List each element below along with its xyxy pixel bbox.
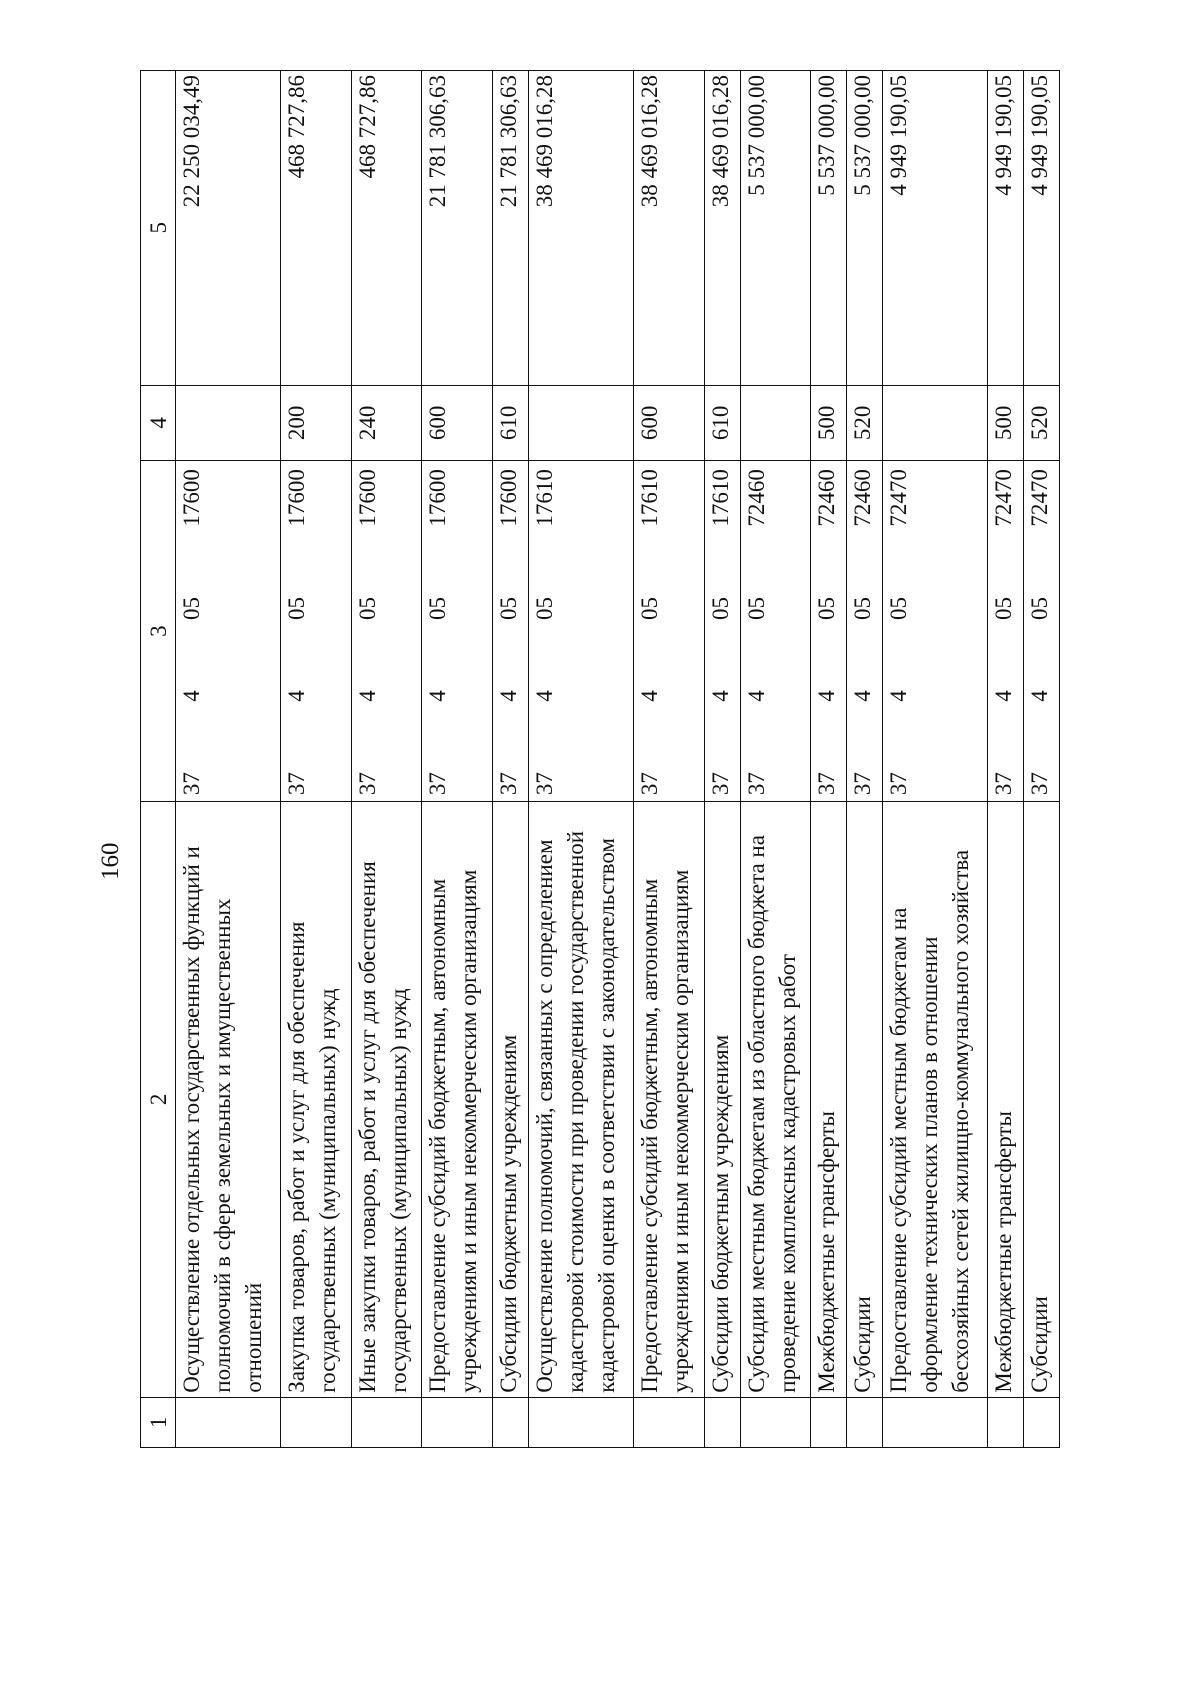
row-col1	[882, 1397, 987, 1447]
row-description: Предоставление субсидий бюджетным, автономным учреждениям и иным некоммерческим организациям	[634, 802, 705, 1398]
row-amount: 38 469 016,28	[634, 71, 705, 386]
row-expense-type: 610	[493, 385, 529, 460]
row-target-code	[740, 461, 811, 802]
table-row	[634, 71, 705, 1448]
header-col-3: 3	[141, 461, 176, 802]
row-amount: 4 949 190,05	[882, 71, 987, 386]
row-col1	[847, 1397, 883, 1447]
code-part-1: 37	[814, 772, 840, 796]
code-part-2: 4	[425, 690, 451, 702]
table-row	[351, 71, 422, 1448]
code-part-2: 4	[1027, 690, 1053, 702]
code-part-1: 37	[637, 772, 663, 796]
code-part-2: 4	[531, 690, 557, 702]
code-part-1: 37	[885, 772, 911, 796]
row-expense-type: 240	[351, 385, 422, 460]
code-part-1: 37	[1027, 772, 1053, 796]
code-part-3: 05	[179, 596, 204, 620]
row-amount: 468 727,86	[351, 71, 422, 386]
code-part-4: 17600	[179, 469, 204, 527]
code-part-4: 17610	[707, 469, 733, 527]
code-part-4: 72460	[743, 469, 769, 527]
code-part-2: 4	[885, 690, 911, 702]
row-amount: 5 537 000,00	[811, 71, 847, 386]
code-part-4: 72470	[1027, 469, 1053, 527]
code-part-3: 05	[531, 596, 557, 620]
code-part-2: 4	[354, 690, 380, 702]
code-group	[634, 465, 665, 797]
code-group	[1024, 465, 1055, 797]
row-expense-type: 600	[422, 385, 493, 460]
code-part-4: 17610	[531, 469, 557, 527]
table-row	[811, 71, 847, 1448]
code-part-4: 17600	[425, 469, 451, 527]
row-description: Предоставление субсидий бюджетным, автономным учреждениям и иным некоммерческим организациям	[422, 802, 493, 1398]
row-expense-type	[528, 385, 633, 460]
code-part-4: 72460	[850, 469, 876, 527]
row-description: Субсидии бюджетным учреждениям	[493, 802, 529, 1398]
header-col-1: 1	[141, 1397, 176, 1447]
table-row	[281, 71, 352, 1448]
row-amount: 4 949 190,05	[988, 71, 1024, 386]
code-group	[422, 465, 453, 797]
code-part-2: 4	[496, 690, 522, 702]
row-amount: 22 250 034,49	[176, 71, 281, 386]
table-row	[704, 71, 740, 1448]
row-col1	[1024, 1397, 1060, 1447]
row-amount: 38 469 016,28	[704, 71, 740, 386]
code-part-3: 05	[425, 596, 451, 620]
code-group	[847, 465, 878, 797]
table-row	[493, 71, 529, 1448]
code-group	[988, 465, 1019, 797]
row-expense-type: 610	[704, 385, 740, 460]
table-row	[847, 71, 883, 1448]
row-amount: 38 469 016,28	[528, 71, 633, 386]
row-col1	[281, 1397, 352, 1447]
row-amount: 5 537 000,00	[740, 71, 811, 386]
header-col-5: 5	[141, 71, 176, 386]
code-part-4: 17610	[637, 469, 663, 527]
code-part-3: 05	[991, 596, 1017, 620]
code-part-1: 37	[284, 772, 310, 796]
code-group	[529, 465, 560, 797]
row-amount: 4 949 190,05	[1024, 71, 1060, 386]
row-target-code	[1024, 461, 1060, 802]
row-col1	[704, 1397, 740, 1447]
code-part-1: 37	[179, 772, 204, 796]
code-part-1: 37	[743, 772, 769, 796]
page-number: 160	[97, 842, 124, 880]
row-col1	[493, 1397, 529, 1447]
row-amount: 21 781 306,63	[493, 71, 529, 386]
code-part-3: 05	[284, 596, 310, 620]
row-target-code	[281, 461, 352, 802]
row-target-code	[988, 461, 1024, 802]
row-description: Субсидии	[847, 802, 883, 1398]
row-target-code	[493, 461, 529, 802]
header-row	[141, 71, 176, 1448]
code-part-3: 05	[354, 596, 380, 620]
rotated-table-wrapper	[140, 70, 1060, 1448]
row-col1	[740, 1397, 811, 1447]
code-part-1: 37	[496, 772, 522, 796]
row-amount: 5 537 000,00	[847, 71, 883, 386]
code-group	[493, 465, 524, 797]
code-part-2: 4	[743, 690, 769, 702]
table-row	[988, 71, 1024, 1448]
code-group	[176, 465, 207, 797]
code-part-1: 37	[991, 772, 1017, 796]
row-col1	[351, 1397, 422, 1447]
row-col1	[176, 1397, 281, 1447]
row-amount: 468 727,86	[281, 71, 352, 386]
row-expense-type: 500	[811, 385, 847, 460]
row-description: Межбюджетные трансферты	[988, 802, 1024, 1398]
code-part-4: 72470	[991, 469, 1017, 527]
row-amount: 21 781 306,63	[422, 71, 493, 386]
code-part-2: 4	[179, 690, 204, 702]
code-group	[883, 465, 914, 797]
row-expense-type	[882, 385, 987, 460]
code-group	[741, 465, 772, 797]
code-group	[352, 465, 383, 797]
row-description: Осуществление полномочий, связанных с определением кадастровой стоимости при проведении государственной кадастровой оценки в соответствии с законодательством	[528, 802, 633, 1398]
code-part-2: 4	[814, 690, 840, 702]
budget-table	[140, 70, 1060, 1448]
code-part-2: 4	[850, 690, 876, 702]
table-row	[422, 71, 493, 1448]
code-part-2: 4	[991, 690, 1017, 702]
header-col-2: 2	[141, 802, 176, 1398]
row-description: Субсидии местным бюджетам из областного бюджета на проведение комплексных кадастровых работ	[740, 802, 811, 1398]
code-part-1: 37	[850, 772, 876, 796]
row-target-code	[351, 461, 422, 802]
row-description: Закупка товаров, работ и услуг для обеспечения государственных (муниципальных) нужд	[281, 802, 352, 1398]
code-part-4: 17600	[354, 469, 380, 527]
row-target-code	[422, 461, 493, 802]
code-part-3: 05	[496, 596, 522, 620]
code-part-3: 05	[707, 596, 733, 620]
code-part-4: 72470	[885, 469, 911, 527]
code-part-1: 37	[354, 772, 380, 796]
code-part-3: 05	[885, 596, 911, 620]
row-target-code	[704, 461, 740, 802]
row-expense-type: 200	[281, 385, 352, 460]
table-row	[740, 71, 811, 1448]
header-col-4: 4	[141, 385, 176, 460]
code-part-2: 4	[284, 690, 310, 702]
code-part-1: 37	[707, 772, 733, 796]
row-expense-type: 520	[1024, 385, 1060, 460]
row-description: Осуществление отдельных государственных функций и полномочий в сфере земельных и имущественных отношений	[176, 802, 281, 1398]
row-expense-type: 600	[634, 385, 705, 460]
code-part-4: 17600	[284, 469, 310, 527]
table-row	[176, 71, 281, 1448]
code-group	[811, 465, 842, 797]
row-expense-type: 520	[847, 385, 883, 460]
row-expense-type: 500	[988, 385, 1024, 460]
row-description: Субсидии	[1024, 802, 1060, 1398]
row-col1	[811, 1397, 847, 1447]
code-part-4: 72460	[814, 469, 840, 527]
row-target-code	[634, 461, 705, 802]
code-group	[281, 465, 312, 797]
table-body	[176, 71, 1060, 1448]
code-part-2: 4	[637, 690, 663, 702]
table-row	[528, 71, 633, 1448]
row-col1	[988, 1397, 1024, 1447]
code-part-3: 05	[814, 596, 840, 620]
code-part-3: 05	[850, 596, 876, 620]
row-target-code	[811, 461, 847, 802]
row-col1	[528, 1397, 633, 1447]
code-part-1: 37	[531, 772, 557, 796]
row-description: Субсидии бюджетным учреждениям	[704, 802, 740, 1398]
row-target-code	[528, 461, 633, 802]
row-target-code	[847, 461, 883, 802]
code-group	[705, 465, 736, 797]
table-row	[1024, 71, 1060, 1448]
code-part-2: 4	[707, 690, 733, 702]
row-description: Предоставление субсидий местным бюджетам на оформление технических планов в отношении бесхозяйных сетей жилищно-коммунального хозяйства	[882, 802, 987, 1398]
row-description: Межбюджетные трансферты	[811, 802, 847, 1398]
row-target-code	[882, 461, 987, 802]
row-col1	[422, 1397, 493, 1447]
code-part-3: 05	[637, 596, 663, 620]
row-expense-type	[176, 385, 281, 460]
table-row	[882, 71, 987, 1448]
row-col1	[634, 1397, 705, 1447]
code-part-1: 37	[425, 772, 451, 796]
row-expense-type	[740, 385, 811, 460]
code-part-4: 17600	[496, 469, 522, 527]
row-target-code	[176, 461, 281, 802]
row-description: Иные закупки товаров, работ и услуг для обеспечения государственных (муниципальных) нужд	[351, 802, 422, 1398]
code-part-3: 05	[1027, 596, 1053, 620]
code-part-3: 05	[743, 596, 769, 620]
